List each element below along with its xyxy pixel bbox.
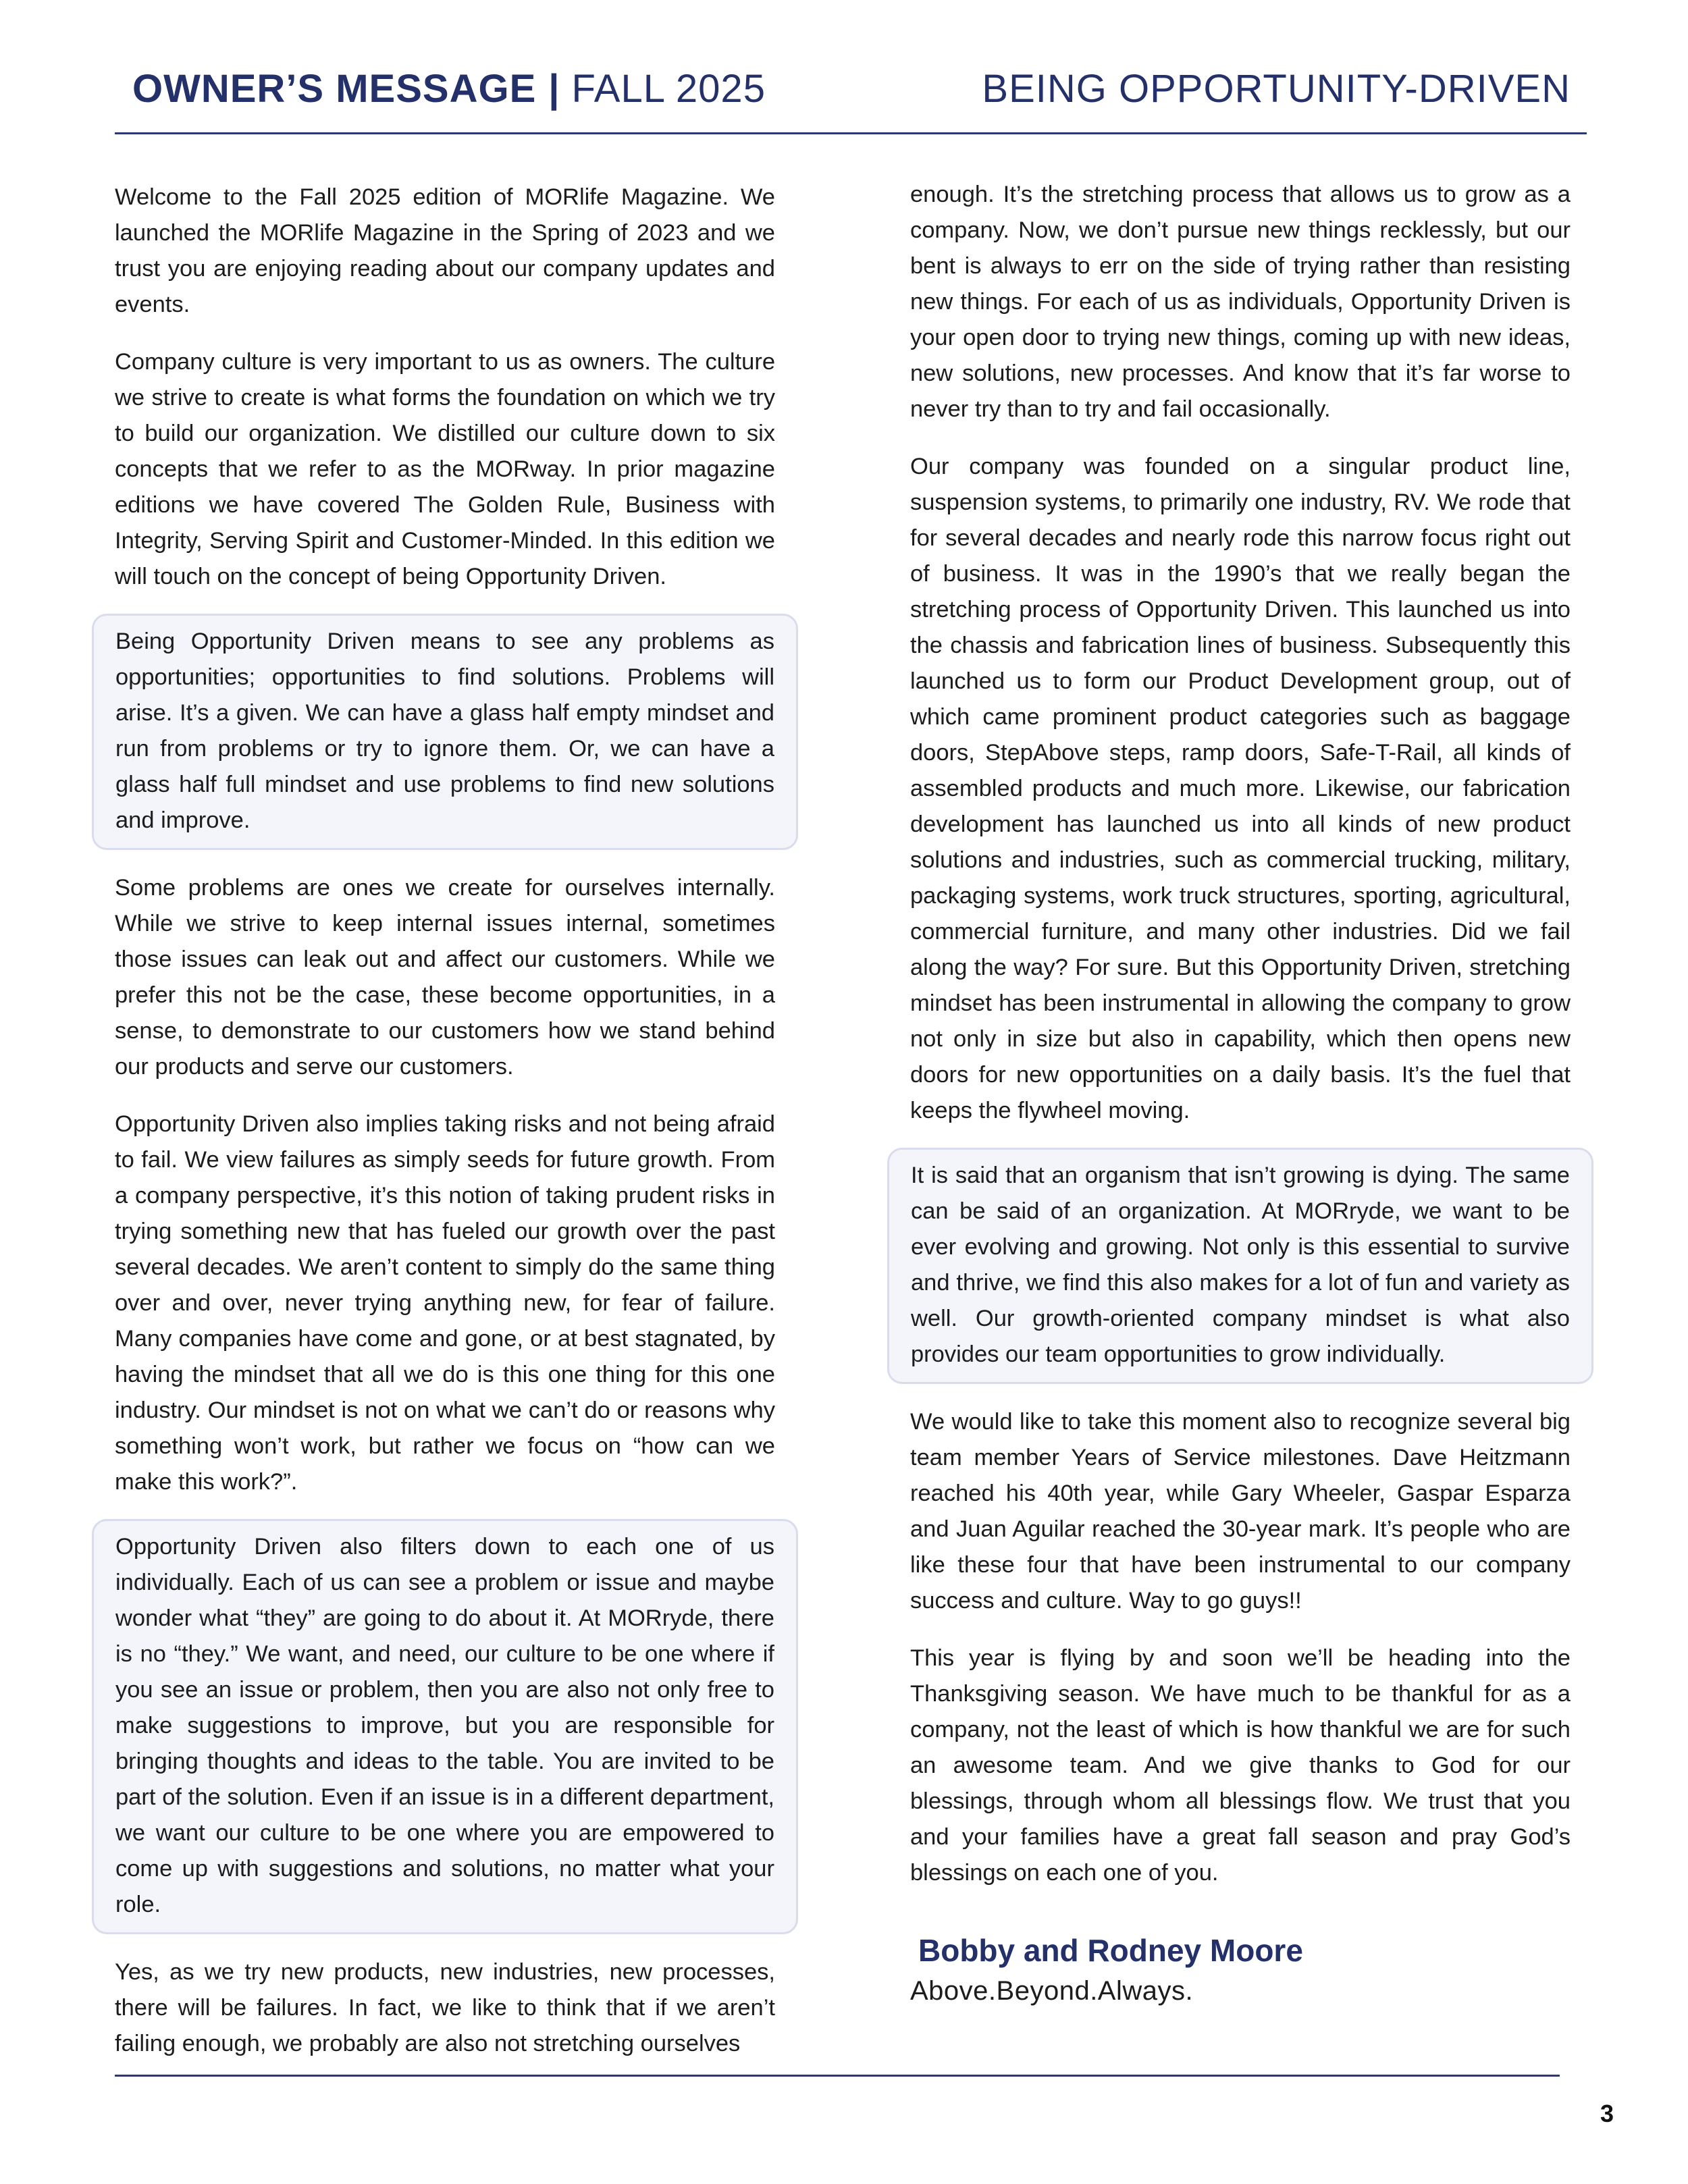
callout-text: Being Opportunity Driven means to see any problems as opportunities; opportunities to find solutions. Problems will arise. It’s a given. We can have a glass half empty mindset and run from problems or try to ignore them. Or, we can have a glass half full mindset and use problems to find new solutions and improve. <box>115 629 774 833</box>
header-season: FALL 2025 <box>571 67 766 111</box>
header-topic: BEING OPPORTUNITY-DRIVEN <box>982 67 1571 111</box>
paragraph: We would like to take this moment also to recognize several big team member Years of Service milestones. Dave Heitzmann reached his 40th year, while Gary Wheeler, Gaspar Esparza and Juan Aguilar reached the 30-year mark. It’s people who are like these four that have been instrumental to our company success and culture. Way to go guys!! <box>910 1409 1571 1614</box>
header-title: OWNER’S MESSAGE <box>132 67 537 111</box>
tagline: Above.Beyond.Always. <box>910 1976 1194 2006</box>
paragraph: Opportunity Driven also implies taking risks and not being afraid to fail. We view failures as simply seeds for future growth. From a company perspective, it’s this notion of taking prudent risks in trying something new that has fueled our growth over the past several decades. We aren’t content to simply do the same thing over and over, never trying anything new, for fear of failure. Many companies have come and gone, or at best stagnated, by having the mindset that all we do is this one thing for this one industry. Our mindset is not on what we can’t do or reasons why something won’t work, but rather we focus on “how can we make this work?”. <box>115 1111 775 1495</box>
signature: Bobby and Rodney Moore <box>918 1933 1303 1968</box>
paragraph: Our company was founded on a singular product line, suspension systems, to primarily one industry, RV. We rode that for several decades and nearly rode this narrow focus right out of business. It was in the 1990’s that we really began the stretching process of Opportunity Driven. This launched us into the chassis and fabrication lines of business. Subsequently this launched us to form our Product Development group, out of which came prominent product categories such as baggage doors, StepAbove steps, ramp doors, Safe-T-Rail, all kinds of assembled products and much more. Likewise, our fabrication development has launched us into all kinds of new product solutions and industries, such as commercial trucking, military, packaging systems, work truck structures, sporting, agricultural, commercial furniture, and many other industries. Did we fail along the way? For sure. But this Opportunity Driven, stretching mindset has been instrumental in allowing the company to grow not only in size but also in capability, which then opens new doors for new opportunities on a daily basis. It’s the fuel that keeps the flywheel moving. <box>910 454 1571 1123</box>
right-column <box>910 177 1571 2010</box>
paragraph: Company culture is very important to us as owners. The culture we strive to create is what forms the foundation on which we try to build our organization. We distilled our culture down to six concepts that we refer to as the MORway. In prior magazine editions we have covered The Golden Rule, Business with Integrity, Serving Spirit and Customer-Minded. In this edition we will touch on the concept of being Opportunity Driven. <box>115 349 775 589</box>
callout-text: Opportunity Driven also filters down to each one of us individually. Each of us can see a problem or issue and maybe wonder what “they” are going to do about it. At MORryde, there is no “they.” We want, and need, our culture to be one where if you see an issue or problem, then you are also not only free to make suggestions to improve, but you are responsible for bringing thoughts and ideas to the table. You are invited to be part of the solution. Even if an issue is in a different department, we want our culture to be one where you are empowered to come up with suggestions and solutions, no matter what your role. <box>115 1534 774 1917</box>
left-column <box>115 180 775 2083</box>
callout-box <box>92 1519 798 1934</box>
paragraph: Yes, as we try new products, new industries, new processes, there will be failures. In fact, we like to think that if we aren’t failing enough, we probably are also not stretching ourselves <box>115 1959 775 2056</box>
callout-text: It is said that an organism that isn’t growing is dying. The same can be said of an organization. At MORryde, we want to be ever evolving and growing. Not only is this essential to survive and thrive, we find this also makes for a lot of fun and variety as well. Our growth-oriented company mindset is what also provides our team opportunities to grow individually. <box>911 1163 1570 1367</box>
paragraph: enough. It’s the stretching process that allows us to grow as a company. Now, we don’t pursue new things recklessly, but our bent is always to err on the side of trying rather than resisting new things. For each of us as individuals, Opportunity Driven is your open door to trying new things, coming up with new ideas, new solutions, new processes. And know that it’s far worse to never try than to try and fail occasionally. <box>910 182 1571 422</box>
header-left <box>132 62 766 116</box>
header-separator: | <box>548 67 560 111</box>
callout-box <box>887 1148 1593 1384</box>
paragraph: Some problems are ones we create for ourselves internally. While we strive to keep internal issues internal, sometimes those issues can leak out and affect our customers. While we prefer this not be the case, these become opportunities, in a sense, to demonstrate to our customers how we stand behind our products and serve our customers. <box>115 875 775 1080</box>
paragraph: This year is flying by and soon we’ll be heading into the Thanksgiving season. We have much to be thankful for as a company, not the least of which is how thankful we are for such an awesome team. And we give thanks to God for our blessings, through whom all blessings flow. We trust that you and your families have a great fall season and pray God’s blessings on each one of you. <box>910 1645 1571 1886</box>
footer-divider <box>115 2075 1560 2077</box>
page-header <box>132 62 1571 116</box>
paragraph: Welcome to the Fall 2025 edition of MORlife Magazine. We launched the MORlife Magazine in the Spring of 2023 and we trust you are enjoying reading about our company updates and events. <box>115 184 775 317</box>
page-number: 3 <box>1600 2100 1614 2127</box>
callout-box <box>92 614 798 850</box>
header-divider <box>115 132 1587 134</box>
